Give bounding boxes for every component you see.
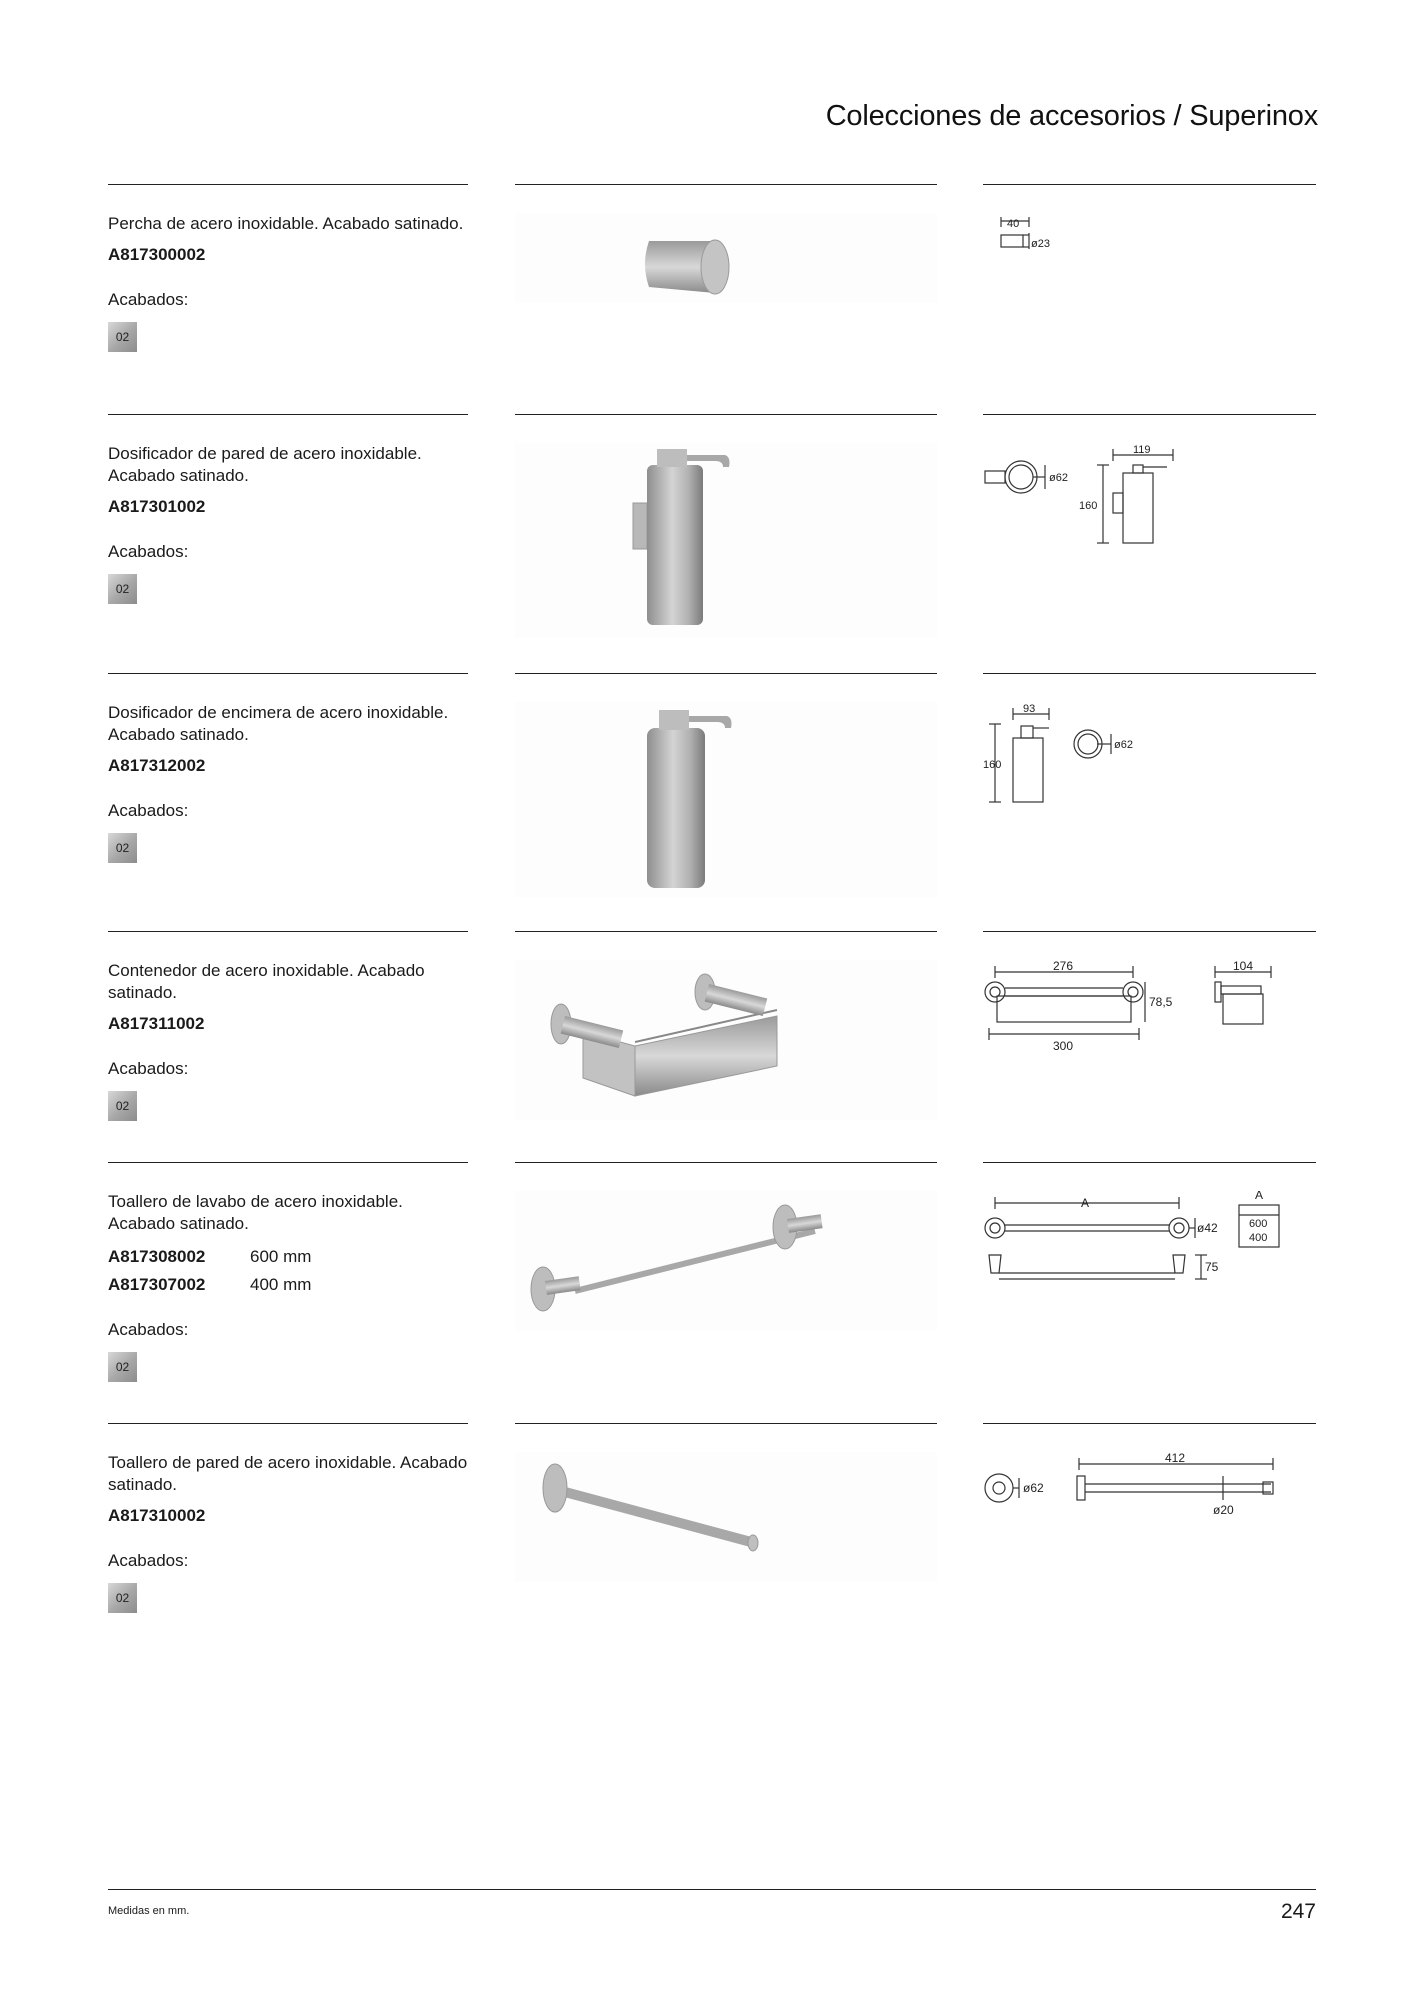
divider [983, 1423, 1316, 1424]
dimension-label: 119 [1133, 444, 1151, 456]
finish-swatch: 02 [108, 574, 137, 604]
dimension-label: ø62 [1023, 1481, 1044, 1495]
divider [515, 931, 937, 932]
product-size: 400 mm [250, 1275, 312, 1294]
divider [515, 184, 937, 185]
product-photo-column [515, 1423, 937, 1587]
divider [983, 673, 1316, 674]
wall-dispenser-drawing [983, 443, 1316, 563]
divider [515, 1423, 937, 1424]
dimension-label: A [1081, 1196, 1090, 1210]
dimension-label: 93 [1023, 703, 1036, 715]
product-description: Toallero de pared de acero inoxidable. Acabado satinado. [108, 1453, 468, 1494]
technical-drawing-column [983, 1162, 1316, 1336]
footer-divider [108, 1889, 1316, 1890]
product-info [108, 414, 468, 604]
product-code: A817300002 [108, 245, 206, 264]
dimension-label: 160 [1079, 500, 1098, 512]
table-value: 400 [1249, 1232, 1268, 1244]
table-value: 600 [1249, 1218, 1268, 1230]
dimension-label: 104 [1233, 960, 1254, 973]
divider [108, 414, 468, 415]
dimension-label: 160 [983, 759, 1002, 771]
technical-drawing-column [983, 414, 1316, 568]
product-description: Percha de acero inoxidable. Acabado satinado. [108, 214, 464, 233]
finish-swatch: 02 [108, 1352, 137, 1382]
divider [108, 184, 468, 185]
finish-swatch: 02 [108, 833, 137, 863]
finish-swatch: 02 [108, 322, 137, 352]
product-photo-column [515, 184, 937, 308]
product-photo-column [515, 1162, 937, 1336]
finishes-label: Acabados: [108, 290, 189, 309]
finishes-label: Acabados: [108, 801, 189, 820]
finishes-label: Acabados: [108, 1551, 189, 1570]
divider [983, 184, 1316, 185]
product-description: Dosificador de encimera de acero inoxidable. Acabado satinado. [108, 703, 449, 744]
towel-bar-drawing [983, 1191, 1316, 1331]
dimension-label: ø62 [1049, 472, 1068, 484]
product-code: A817311002 [108, 1014, 205, 1033]
divider [983, 931, 1316, 932]
finish-swatch: 02 [108, 1583, 137, 1613]
technical-drawing-column [983, 184, 1316, 308]
dimension-label: 75 [1205, 1260, 1219, 1274]
technical-drawing-column [983, 1423, 1316, 1547]
robe-hook-photo [515, 213, 937, 303]
counter-dispenser-drawing [983, 702, 1316, 822]
shelf-basket-photo [515, 960, 937, 1120]
product-code: A817307002 [108, 1275, 206, 1294]
counter-dispenser-photo [515, 702, 937, 897]
dimension-label: 276 [1053, 960, 1074, 973]
product-code: A817308002 [108, 1247, 206, 1266]
product-description: Contenedor de acero inoxidable. Acabado satinado. [108, 961, 425, 1002]
product-info [108, 931, 468, 1121]
divider [108, 673, 468, 674]
hook-drawing [983, 213, 1316, 303]
divider [108, 1423, 468, 1424]
finishes-label: Acabados: [108, 542, 189, 561]
product-info [108, 1423, 468, 1613]
divider [983, 1162, 1316, 1163]
technical-drawing-column [983, 673, 1316, 827]
table-header: A [1255, 1191, 1264, 1202]
dimension-label: ø20 [1213, 1503, 1234, 1517]
product-info [108, 1162, 468, 1382]
product-code: A817310002 [108, 1506, 206, 1525]
towel-bar-photo [515, 1191, 937, 1331]
divider [108, 931, 468, 932]
finishes-label: Acabados: [108, 1320, 189, 1339]
page-title: Colecciones de accesorios / Superinox [825, 100, 1318, 132]
finish-swatch: 02 [108, 1091, 137, 1121]
divider [108, 1162, 468, 1163]
product-info [108, 673, 468, 863]
wall-towel-bar-drawing [983, 1452, 1316, 1542]
product-photo-column [515, 414, 937, 643]
dimension-label: ø62 [1114, 739, 1133, 751]
product-description: Dosificador de pared de acero inoxidable. Acabado satinado. [108, 444, 422, 485]
dimension-label: 412 [1165, 1452, 1186, 1465]
divider [983, 414, 1316, 415]
wall-towel-bar-photo [515, 1452, 937, 1582]
product-code-row [108, 1275, 468, 1295]
divider [515, 1162, 937, 1163]
dimension-label: ø23 [1031, 238, 1050, 250]
finishes-label: Acabados: [108, 1059, 189, 1078]
product-description: Toallero de lavabo de acero inoxidable. Acabado satinado. [108, 1192, 403, 1233]
product-photo-column [515, 931, 937, 1125]
product-photo-column [515, 673, 937, 902]
shelf-basket-drawing [983, 960, 1316, 1080]
product-code: A817312002 [108, 756, 206, 775]
product-code: A817301002 [108, 497, 206, 516]
technical-drawing-column [983, 931, 1316, 1085]
dimension-label: ø42 [1197, 1221, 1218, 1235]
page-number: 247 [1280, 1900, 1316, 1923]
dimension-label: 78,5 [1149, 995, 1173, 1009]
dimension-label: 300 [1053, 1039, 1074, 1053]
wall-dispenser-photo [515, 443, 937, 638]
product-code-row [108, 1247, 468, 1267]
divider [515, 414, 937, 415]
product-info [108, 184, 468, 352]
dimension-label: 40 [1007, 218, 1020, 230]
divider [515, 673, 937, 674]
product-size: 600 mm [250, 1247, 312, 1266]
footer-note: Medidas en mm. [108, 1905, 190, 1917]
